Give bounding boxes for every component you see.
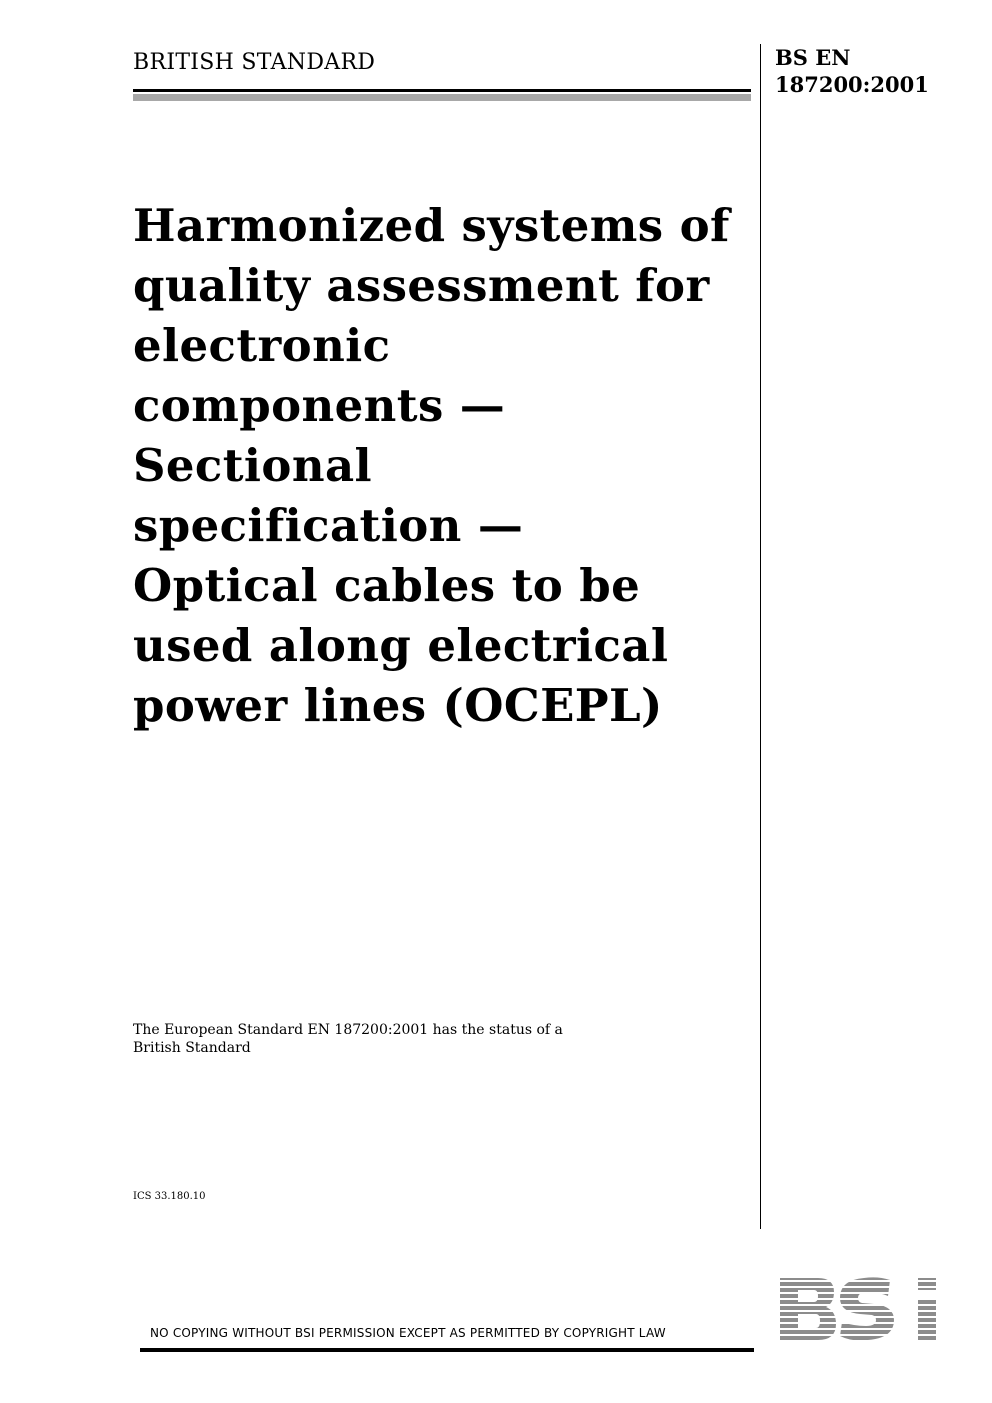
- status-note-line-2: British Standard: [133, 1040, 251, 1056]
- header-rule-black: [133, 89, 751, 92]
- title-line: Optical cables to be: [133, 559, 641, 612]
- title-line: Harmonized systems of: [133, 199, 730, 252]
- title-line: specification —: [133, 499, 524, 552]
- ics-code: ICS 33.180.10: [133, 1191, 206, 1202]
- footer-rule: [140, 1348, 754, 1352]
- title-line: Sectional: [133, 439, 372, 492]
- header-rule-gray: [133, 94, 751, 101]
- vertical-divider: [760, 44, 761, 1229]
- bsi-logo: [778, 1276, 956, 1342]
- header-rule: [133, 89, 751, 103]
- title-line: electronic: [133, 319, 391, 372]
- title-line: used along electrical: [133, 619, 669, 672]
- title-line: quality assessment for: [133, 259, 710, 312]
- title-line: power lines (OCEPL): [133, 679, 663, 732]
- title-line: components —: [133, 379, 506, 432]
- status-note-line-1: The European Standard EN 187200:2001 has the status of a: [133, 1022, 563, 1038]
- standard-number-line-2: 187200:2001: [775, 72, 929, 97]
- document-type-label: BRITISH STANDARD: [133, 50, 376, 75]
- status-note: [133, 1021, 693, 1057]
- document-title: [133, 196, 753, 736]
- standard-number-line-1: BS EN: [775, 45, 851, 70]
- standard-number: [775, 44, 975, 98]
- copyright-notice: NO COPYING WITHOUT BSI PERMISSION EXCEPT AS PERMITTED BY COPYRIGHT LAW: [150, 1326, 666, 1340]
